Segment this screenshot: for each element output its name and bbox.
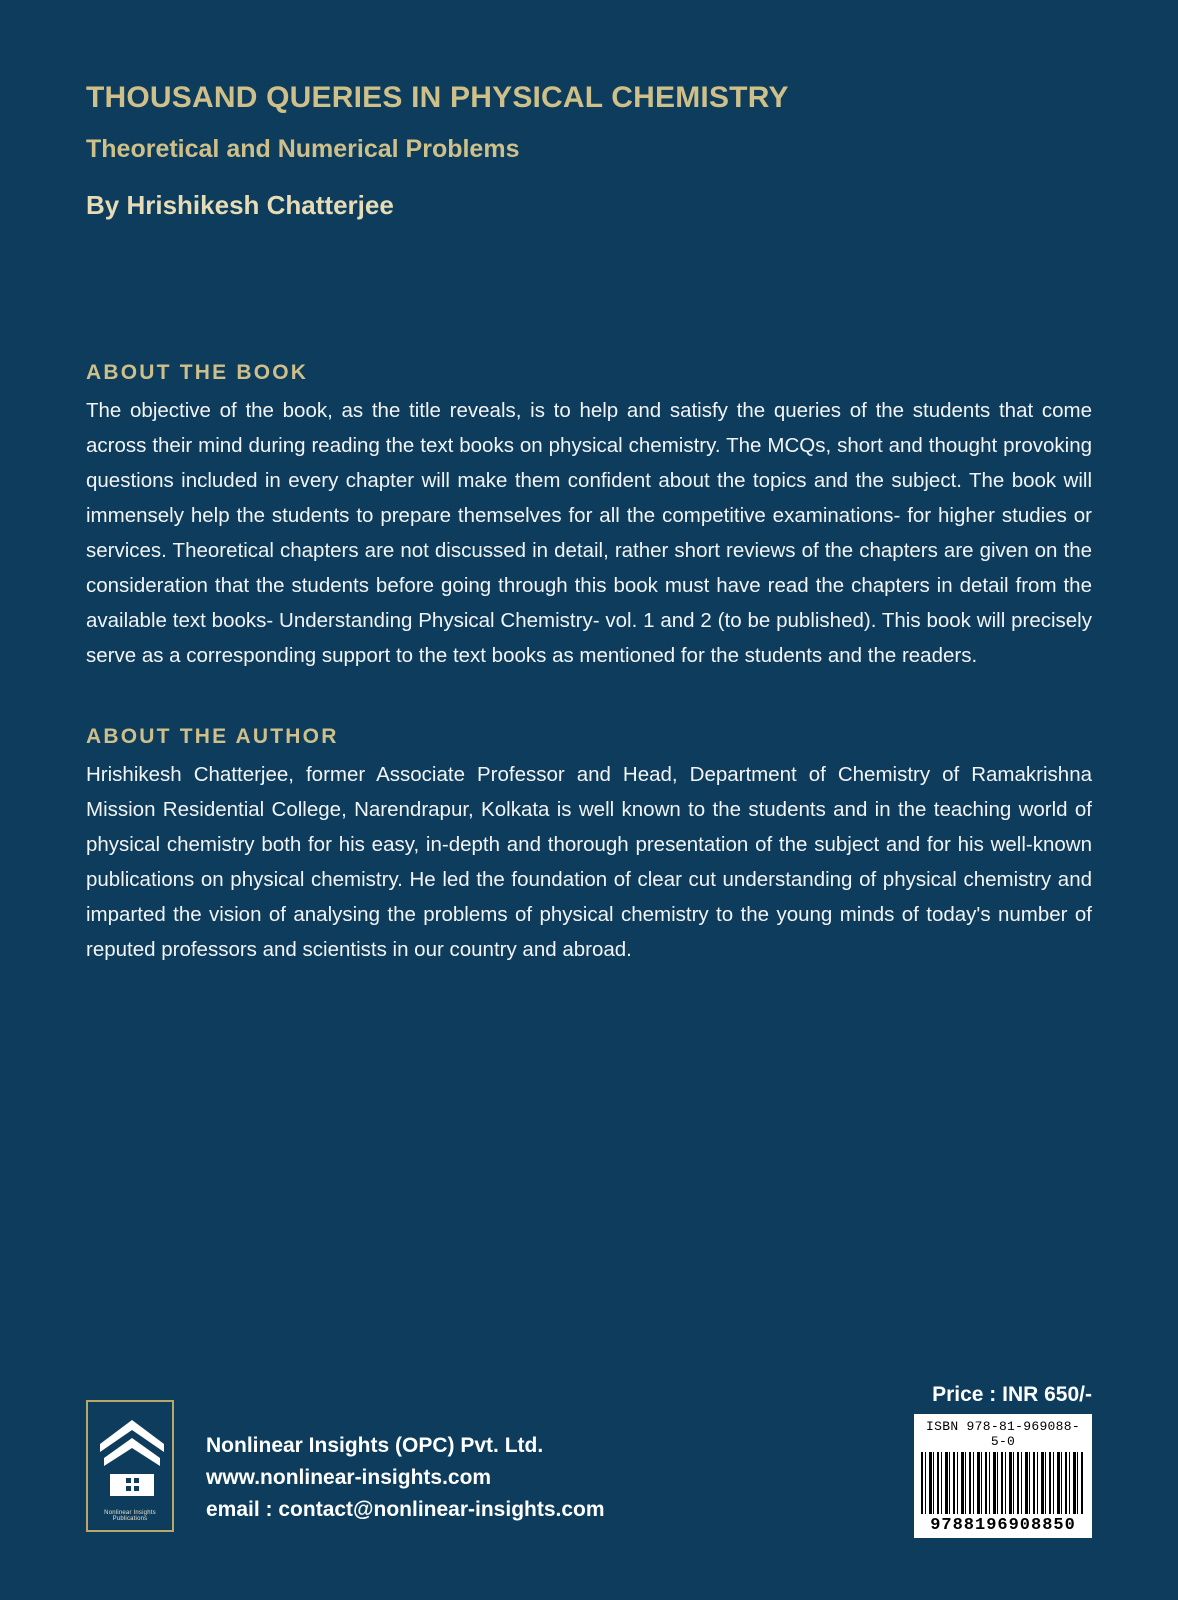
about-the-author-heading: ABOUT THE AUTHOR: [86, 725, 339, 749]
about-the-book-text: The objective of the book, as the title reveals, is to help and satisfy the queries of the students that come across their mind during reading the text books on physical chemistry. The MCQs, short and thought provoking questions included in every chapter will make them confident about the topics and the subject. The book will immensely help the students to prepare themselves for all the competitive examinations- for higher studies or services. Theoretical chapters are not discussed in detail, rather short reviews of the chapters are given on the consideration that the students before going through this book must have read the chapters in detail from the available text books- Understanding Physical Chemistry- vol. 1 and 2 (to be published). This book will precisely serve as a corresponding support to the text books as mentioned for the students and the readers.: [86, 399, 1092, 668]
page-title: THOUSAND QUERIES IN PHYSICAL CHEMISTRY: [86, 81, 789, 114]
barcode-number: 9788196908850: [930, 1516, 1076, 1535]
house-icon: [98, 1418, 162, 1500]
price-and-barcode: [914, 1383, 1092, 1538]
publisher-email[interactable]: email : contact@nonlinear-insights.com: [206, 1498, 605, 1521]
barcode-bars: [921, 1452, 1085, 1514]
publisher-details: [206, 1430, 605, 1532]
price-label: Price : INR 650/-: [932, 1383, 1092, 1406]
publisher-logo: [86, 1400, 174, 1532]
publisher-logo-caption: Nonlinear Insights Publications: [104, 1510, 156, 1522]
about-the-author-section: [86, 725, 1092, 967]
isbn-label: ISBN 978-81-969088-5-0: [926, 1419, 1080, 1449]
author-line: By Hrishikesh Chatterjee: [86, 190, 394, 220]
page-subtitle: Theoretical and Numerical Problems: [86, 135, 520, 163]
publisher-website[interactable]: www.nonlinear-insights.com: [206, 1466, 492, 1489]
cover-footer: [86, 1383, 1092, 1538]
publisher-block: [86, 1400, 605, 1532]
barcode: [914, 1414, 1092, 1538]
publisher-name: Nonlinear Insights (OPC) Pvt. Ltd.: [206, 1434, 544, 1457]
about-the-book-section: [86, 361, 1092, 673]
about-the-author-text: Hrishikesh Chatterjee, former Associate Professor and Head, Department of Chemistry of Ramakrishna Mission Residential College, Narendrapur, Kolkata is well known to the students and in the teaching world of physical chemistry both for his easy, in-depth and thorough presentation of the subject and for his well-known publications on physical chemistry. He led the foundation of clear cut understanding of physical chemistry and imparted the vision of analysing the problems of physical chemistry to the young minds of today's number of reputed professors and scientists in our country and abroad.: [86, 763, 1092, 962]
about-the-book-heading: ABOUT THE BOOK: [86, 361, 309, 385]
